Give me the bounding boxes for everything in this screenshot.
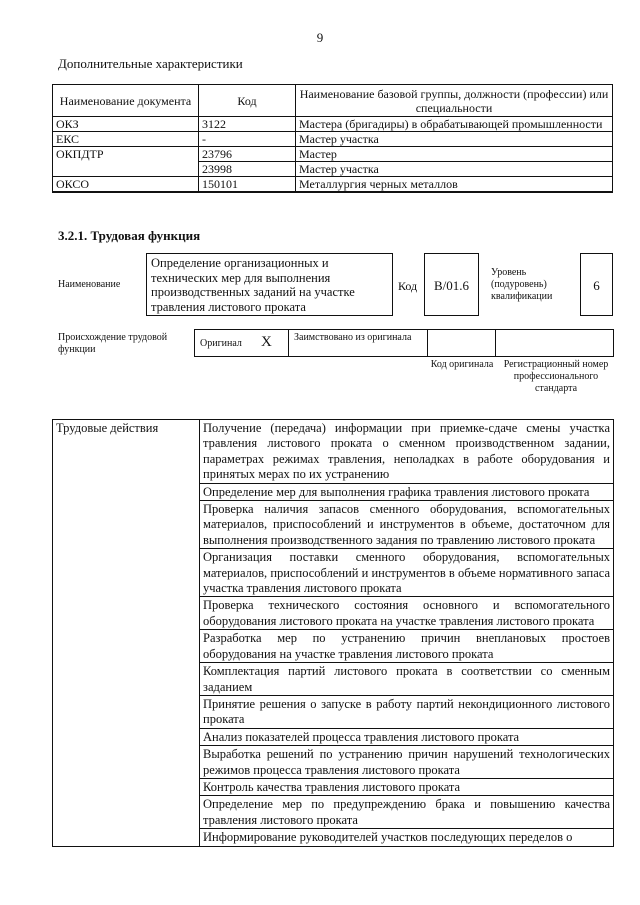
labor-action-item: Принятие решения о запуске в работу партий некондиционного листового проката (200, 695, 614, 728)
cell-doc: ОКПДТР (53, 147, 199, 177)
cell-code: 3122 (199, 117, 296, 132)
labor-action-item: Выработка решений по устранению причин нарушений технологических режимов процесса травления листового проката (200, 746, 614, 779)
header-group-name: Наименование базовой группы, должности (профессии) или специальности (296, 85, 613, 117)
extra-characteristics-title: Дополнительные характеристики (58, 56, 243, 71)
labor-action-item: Проверка технического состояния основного и вспомогательного оборудования листового проката на участке травления листового проката (200, 597, 614, 630)
table-row (53, 132, 613, 147)
cell-name: Мастер участка (296, 162, 613, 177)
code-value-box (424, 253, 479, 316)
cell-name: Металлургия черных металлов (296, 177, 613, 193)
labor-action-item: Комплектация партий листового проката в соответствии со сменным заданием (200, 663, 614, 696)
cell-doc: ЕКС (53, 132, 199, 147)
labor-action-item: Информирование руководителей участков последующих переделов о (200, 829, 614, 846)
level-value-box (580, 253, 613, 316)
cell-code: 150101 (199, 177, 296, 193)
labor-actions-table (52, 419, 614, 847)
code-original-box (427, 329, 496, 357)
labor-action-item: Проверка наличия запасов сменного оборудования, вспомогательных материалов, приспособлений и инструментов в объеме, достаточном для выполнения производственного задания по травлению листового проката (200, 501, 614, 549)
extra-characteristics-table (52, 84, 613, 193)
function-name-value: Определение организационных и технических мер для выполнения производственных заданий на участке травления листового проката (151, 256, 355, 314)
function-name-box (146, 253, 393, 316)
origin-label: Происхождение трудовой функции (58, 332, 168, 355)
table-row (53, 420, 614, 484)
cell-code: 23796 (199, 147, 296, 162)
labor-action-item: Контроль качества травления листового проката (200, 778, 614, 795)
cell-name: Мастер участка (296, 132, 613, 147)
name-label: Наименование (58, 279, 121, 290)
original-label: Оригинал (200, 338, 242, 349)
cell-code: - (199, 132, 296, 147)
borrowed-label: Заимствовано из оригинала (294, 332, 412, 343)
labor-action-item: Определение мер по предупреждению брака и повышению качества травления листового проката (200, 796, 614, 829)
section-title: 3.2.1. Трудовая функция (58, 228, 201, 243)
cell-doc: ОКЗ (53, 117, 199, 132)
code-label: Код (398, 279, 418, 293)
level-label: Уровень (подуровень) квалификации (491, 267, 553, 302)
reg-number-box (495, 329, 614, 357)
level-value: 6 (593, 278, 600, 293)
cell-doc: ОКСО (53, 177, 199, 193)
reg-number-label: Регистрационный номер профессионального стандарта (503, 359, 609, 394)
cell-code: 23998 (199, 162, 296, 177)
labor-actions-label: Трудовые действия (53, 420, 200, 847)
header-code: Код (199, 85, 296, 117)
original-mark: X (261, 334, 272, 350)
table-header-row (53, 85, 613, 117)
cell-name: Мастера (бригадиры) в обрабатывающей промышленности (296, 117, 613, 132)
table-row (53, 177, 613, 193)
labor-action-item: Разработка мер по устранению причин внеплановых простоев оборудования на участке травления листового проката (200, 630, 614, 663)
labor-action-item: Организация поставки сменного оборудования, вспомогательных материалов, приспособлений и инструментов в объеме нормативного запаса участка травления листового проката (200, 549, 614, 597)
labor-action-item: Определение мер для выполнения графика травления листового проката (200, 483, 614, 500)
table-row (53, 117, 613, 132)
labor-action-item: Получение (передача) информации при приемке-сдаче смены участка травления листового проката о сменном производственном задании, параметрах режимах травления, неполадках в работе оборудования и принятых мерах по их устранению (200, 420, 614, 484)
table-row (53, 147, 613, 162)
code-value: В/01.6 (433, 278, 470, 293)
header-doc-name: Наименование документа (53, 85, 199, 117)
borrowed-box (288, 329, 428, 357)
original-box (194, 329, 289, 357)
code-original-label: Код оригинала (430, 359, 494, 370)
cell-name: Мастер (296, 147, 613, 162)
labor-action-item: Анализ показателей процесса травления листового проката (200, 728, 614, 745)
page-number: 9 (316, 30, 324, 45)
